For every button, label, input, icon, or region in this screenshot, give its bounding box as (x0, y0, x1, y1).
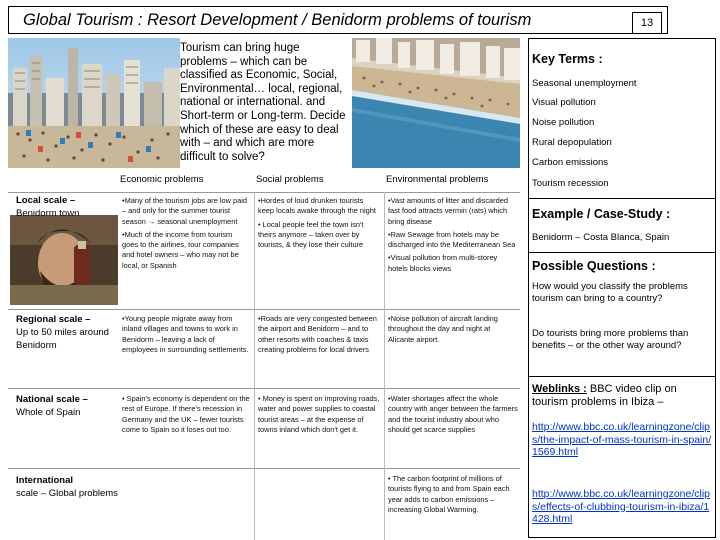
row-divider (8, 388, 520, 389)
cell-point: •Hordes of loud drunken tourists keep locals awake through the night (258, 196, 376, 216)
cell-regional-economic (122, 314, 250, 358)
sidebar-divider (528, 198, 716, 199)
cell-national-social (258, 394, 380, 438)
weblinks-label: Weblinks : (532, 383, 587, 395)
page-number: 13 (632, 12, 662, 34)
row-label-national-title: National scale – (16, 394, 88, 405)
cell-international-environmental (388, 474, 518, 518)
row-label-international-title: International (16, 475, 74, 486)
row-label-local-desc: Benidorm town (16, 208, 80, 219)
key-term-item: Rural depopulation (532, 137, 612, 148)
cell-point: •Roads are very congested between the airport and Benidorm – and to other resorts with coaches & taxis creating problems for local drivers (258, 314, 377, 354)
cell-regional-environmental (388, 314, 518, 348)
cell-local-environmental (388, 196, 518, 277)
cell-point: •Noise pollution of aircraft landing throughout the day and night at Alicante airport. (388, 314, 498, 344)
sidebar-divider (528, 376, 716, 377)
key-term-item: Carbon emissions (532, 157, 609, 168)
row-label-local-title: Local scale – (16, 195, 76, 206)
cell-point: • Spain's economy is dependent on the rest of Europe. If there's recession in Germany and the UK – fewer tourists come to Spain so it loses out too. (122, 394, 250, 434)
cell-national-economic (122, 394, 250, 438)
example-title: Example / Case-Study : (532, 207, 671, 221)
beach-aerial-photo (352, 38, 520, 168)
col-header-social: Social problems (256, 174, 324, 185)
row-label-local (16, 194, 126, 220)
weblinks-text: BBC video clip on tourism problems in Ibiza – (532, 383, 677, 408)
row-divider (8, 309, 520, 310)
example-text: Benidorm – Costa Blanca, Spain (532, 232, 670, 243)
key-terms-title: Key Terms : (532, 52, 603, 66)
cell-point: •Vast amounts of litter and discarded fast food attracts vermin (rats) which bring disease (388, 196, 508, 226)
problems-table (8, 168, 520, 540)
cell-point: •Water shortages affect the whole country with anger between the farmers and the tourist industry about who should get scarce supplies (388, 394, 518, 434)
questions-title: Possible Questions : (532, 259, 656, 273)
key-term-item: Visual pollution (532, 97, 596, 108)
row-label-international (16, 474, 126, 500)
question-item: How would you classify the problems tourism can bring to a country? (532, 281, 688, 304)
title-bar (8, 6, 668, 34)
cell-local-economic (122, 196, 250, 274)
cell-point: •Raw Sewage from hotels may be discharged into the Mediterranean Sea (388, 229, 516, 250)
cell-local-social (258, 196, 380, 253)
sidebar-divider (528, 252, 716, 253)
page-title: Global Tourism : Resort Development / Benidorm problems of tourism (23, 11, 532, 29)
weblink-impact-mass-tourism[interactable]: http://www.bbc.co.uk/learningzone/clips/the-impact-of-mass-tourism-in-spain/1569.html (532, 421, 712, 458)
row-label-national (16, 393, 126, 419)
row-divider (8, 468, 520, 469)
question-item: Do tourists bring more problems than benefits – or the other way around? (532, 328, 689, 351)
cell-point: • Local people feel the town isn't theirs anymore – taken over by tourists, & they lose their culture (258, 219, 364, 250)
key-term-item: Tourism recession (532, 178, 609, 189)
row-label-national-desc: Whole of Spain (16, 407, 81, 418)
col-header-economic: Economic problems (120, 174, 204, 185)
cell-point: •Many of the tourism jobs are low paid – and only for the summer tourist season → seasonal unemployment (122, 196, 248, 226)
intro-paragraph: Tourism can bring huge problems – which can be classified as Economic, Social, Environmental… local, regional, national or international. and Short-term or Long-term. Decide which of these are easy to deal with – and which are more difficult to solve? (180, 42, 346, 163)
cell-point: •Visual pollution from multi-storey hotels blocks views (388, 253, 498, 273)
col-divider (254, 192, 255, 540)
row-label-regional-title: Regional scale – (16, 314, 91, 325)
weblinks-block (532, 383, 712, 409)
weblink-clubbing-tourism-ibiza[interactable]: http://www.bbc.co.uk/learningzone/clips/effects-of-clubbing-tourism-in-ibiza/1428.html (532, 488, 711, 525)
cell-national-environmental (388, 394, 518, 438)
row-label-regional (16, 313, 126, 352)
cell-point: • Money is spent on improving roads, water and power supplies to coastal tourist areas – at the expense of towns inland which don't get it. (258, 394, 380, 434)
col-header-environmental: Environmental problems (386, 174, 489, 185)
key-term-item: Seasonal unemployment (532, 78, 637, 89)
key-term-item: Noise pollution (532, 117, 595, 128)
cell-point: • The carbon footprint of millions of tourists flying to and from Spain each year adds to carbon emissions – increasing Global Warming. (388, 474, 510, 514)
row-label-international-desc: scale – Global problems (16, 488, 118, 499)
cell-regional-social (258, 314, 380, 358)
benidorm-skyline-photo (8, 38, 180, 168)
row-label-regional-desc: Up to 50 miles around Benidorm (16, 327, 109, 351)
row-divider (8, 192, 520, 193)
cell-point: •Young people migrate away from inland villages and towns to work in Benidorm – leaving a lack of employees in surrounding settlements. (122, 314, 249, 354)
col-divider (384, 192, 385, 540)
cell-point: •Much of the income from tourism goes to the airlines, tour companies and hotel owners – who may not be local, or Spanish (122, 229, 239, 270)
